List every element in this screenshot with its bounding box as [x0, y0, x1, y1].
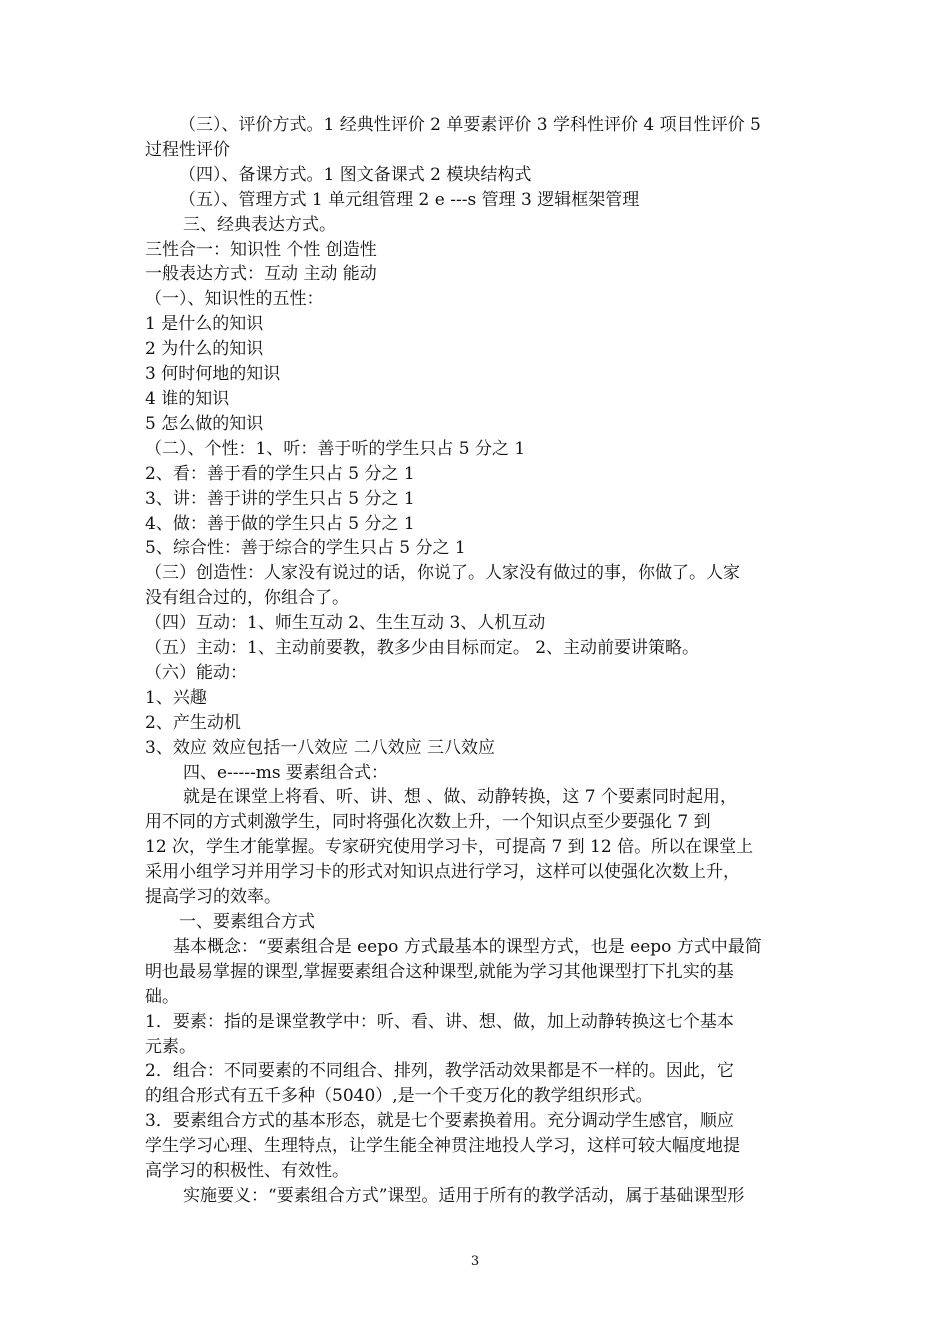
document-body [145, 113, 807, 1209]
text-line: 1 是什么的知识 [145, 314, 264, 335]
text-line: 4、做：善于做的学生只占 5 分之 1 [145, 513, 415, 534]
text-line: 没有组合过的，你组合了。 [145, 588, 349, 609]
text-line: （六）能动： [145, 662, 247, 683]
text-line: 5 怎么做的知识 [145, 413, 264, 434]
text-line: 实施要义：“要素组合方式”课型。适用于所有的教学活动，属于基础课型形 [183, 1185, 745, 1206]
text-line: （三）创造性：人家没有说过的话，你说了。人家没有做过的事，你做了。人家 [145, 563, 740, 584]
text-line: 采用小组学习并用学习卡的形式对知识点进行学习，这样可以使强化次数上升， [145, 862, 740, 883]
text-line: 的组合形式有五千多种（5040）,是一个千变万化的教学组织形式。 [145, 1086, 653, 1107]
text-line: 2、看：善于看的学生只占 5 分之 1 [145, 463, 415, 484]
text-line: 高学习的积极性、有效性。 [145, 1161, 349, 1182]
text-line: 3．要素组合方式的基本形态，就是七个要素换着用。充分调动学生感官，顺应 [145, 1111, 734, 1132]
text-line: 4 谁的知识 [145, 388, 230, 409]
text-line: （四）、备课方式。1 图文备课式 2 模块结构式 [179, 164, 532, 185]
text-line: 学生学习心理、生理特点，让学生能全神贯注地投人学习，这样可较大幅度地提 [145, 1136, 740, 1157]
text-line: 三、经典表达方式。 [183, 214, 336, 235]
text-line: 2、产生动机 [145, 712, 241, 733]
text-line: 过程性评价 [145, 139, 230, 160]
text-line: 2 为什么的知识 [145, 339, 264, 360]
text-line: 3、讲：善于讲的学生只占 5 分之 1 [145, 488, 415, 509]
text-line: 元素。 [145, 1036, 196, 1057]
text-line: 2．组合：不同要素的不同组合、排列，教学活动效果都是不一样的。因此，它 [145, 1061, 734, 1082]
text-line: （四）互动：1、师生互动 2、生生互动 3、人机互动 [145, 613, 546, 634]
text-line: （一）、知识性的五性： [145, 289, 324, 310]
text-line: 1、兴趣 [145, 687, 207, 708]
text-line: 四、e-----ms 要素组合式： [183, 762, 389, 783]
text-line: 用不同的方式刺激学生，同时将强化次数上升，一个知识点至少要强化 7 到 [145, 812, 711, 833]
text-line: 础。 [145, 986, 179, 1007]
text-line: 5、综合性：善于综合的学生只占 5 分之 1 [145, 538, 466, 559]
text-line: 基本概念：“要素组合是 eepo 方式最基本的课型方式，也是 eepo 方式中最简 [173, 936, 762, 957]
text-line: 一、要素组合方式 [179, 912, 315, 932]
text-line: 提高学习的效率。 [145, 887, 281, 908]
text-line: 一般表达方式：互动 主动 能动 [145, 264, 377, 285]
page-number: 3 [470, 1254, 480, 1269]
text-line: （五）、管理方式 1 单元组管理 2 e ---s 管理 3 逻辑框架管理 [179, 189, 640, 210]
text-line: 3 何时何地的知识 [145, 364, 281, 385]
text-line: 就是在课堂上将看、听、讲、想 、做、动静转换，这 7 个要素同时起用， [183, 787, 738, 808]
text-line: 1．要素：指的是课堂教学中：听、看、讲、想、做，加上动静转换这七个基本 [145, 1011, 734, 1032]
text-line: （二）、个性：1、听：善于听的学生只占 5 分之 1 [145, 438, 526, 459]
text-line: （五）主动：1、主动前要教，教多少由目标而定。 2、主动前要讲策略。 [145, 638, 700, 659]
text-line: 3、效应 效应包括一八效应 二八效应 三八效应 [145, 737, 496, 758]
text-line: 明也最易掌握的课型,掌握要素组合这种课型,就能为学习其他课型打下扎实的基 [145, 961, 734, 982]
text-line: 12 次，学生才能掌握。专家研究使用学习卡，可提高 7 到 12 倍。所以在课堂上 [145, 837, 754, 858]
text-line: 三性合一：知识性 个性 创造性 [145, 239, 377, 260]
text-line: （三）、评价方式。1 经典性评价 2 单要素评价 3 学科性评价 4 项目性评价 5 [179, 115, 761, 135]
